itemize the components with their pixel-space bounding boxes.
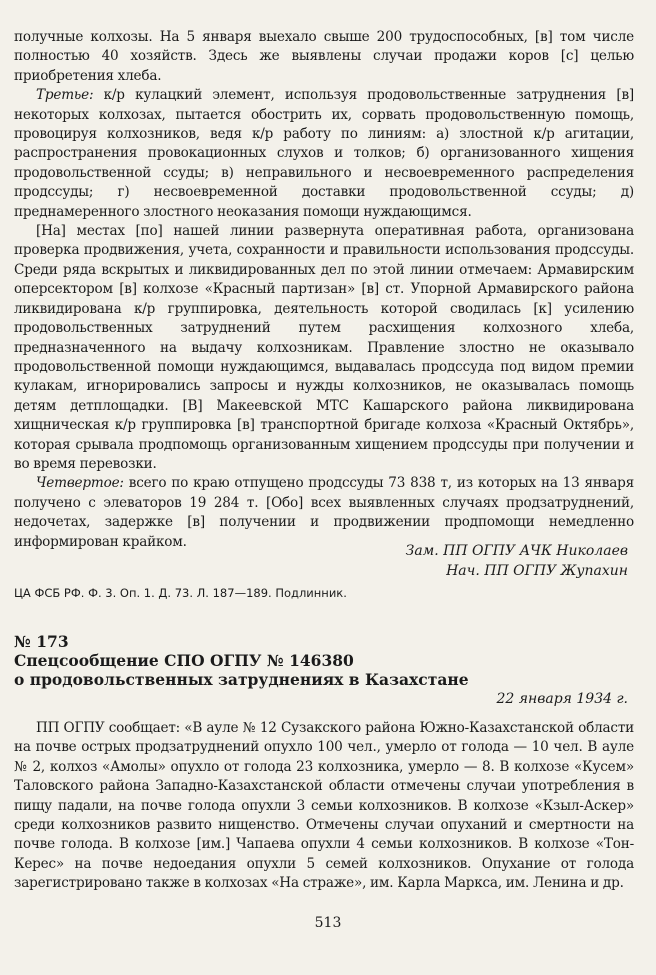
page-number: 513	[314, 915, 342, 931]
document-title-line1: Спецсообщение СПО ОГПУ № 146380	[14, 651, 354, 670]
fourth-text: всего по краю отпущено продссуды 73 838 т, из которых на 13 января получено с элеваторов 19 284 т. [Обо] всех выявленных случаях продзатруднений, недочетах, задержке [в] получении и продвижении продпомощи немедленно информирован крайком.	[14, 475, 634, 550]
document-number: № 173	[14, 632, 69, 651]
signature-deputy: Зам. ПП ОГПУ АЧК Николаев	[405, 543, 628, 559]
document-body: ПП ОГПУ сообщает: «В ауле № 12 Сузакского района Южно-Казахстанской области на почве острых продзатруднений опухло 100 чел., умерло от голода — 10 чел. В ауле № 2, колхоз «Амолы» опухло от голода 23 колхозника, умерло — 8. В колхозе «Кусем» Таловского района Западно-Казахстанской области отмечены случаи употребления в пищу падали, на почве голода опухли 3 семьи колхозников. В колхозе «Кзыл-Аскер» среди колхозников развито нищенство. Отмечены случаи опуханий и смертности на почве голода. В колхозе [им.] Чапаева опухли 4 семьи колхозников. В колхозе «Тон-Керес» на почве недоедания опухли 5 семей колхозников. Опухание от голода зарегистрировано также в колхозах «На страже», им. Карла Маркса, им. Ленина и др.	[14, 720, 634, 892]
document-173	[14, 632, 634, 894]
signature-block	[14, 541, 634, 601]
third-text: к/р кулацкий элемент, используя продовольственные затруднения [в] некоторых колхозах, пытается обострить их, сорвать продовольственную помощь, провоцируя колхозников, ведя к/р работу по линиям: а) злостной к/р агитации, распространения провокационных слухов и толков; б) организованного хищения продовольственной ссуды; в) неправильного и несвоевременного распределения продссуды; г) несвоевременной доставки продовольственной ссуды; д) преднамеренного злостного неоказания помощи нуждающимся.	[14, 87, 634, 220]
document-title-line2: о продовольственных затруднениях в Казахстане	[14, 670, 469, 689]
third-label: Третье:	[36, 87, 94, 104]
paragraph-kolkhoz-departures: получные колхозы. На 5 января выехало свыше 200 трудоспособных, [в] том числе полностью 40 хозяйств. Здесь же выявлены случаи продажи коров [с] целью приобретения хлеба.	[14, 29, 634, 84]
archive-reference: ЦА ФСБ РФ. Ф. 3. Оп. 1. Д. 73. Л. 187—189. Подлинник.	[14, 586, 347, 600]
continued-report	[14, 28, 634, 552]
signature-chief: Нач. ПП ОГПУ Жупахин	[446, 563, 628, 579]
fourth-label: Четвертое:	[36, 475, 124, 492]
document-date: 22 января 1934 г.	[496, 691, 628, 707]
paragraph-third-point	[14, 86, 634, 222]
paragraph-operational-work: [На] местах [по] нашей линии развернута оперативная работа, организована проверка продвижения, учета, сохранности и правильности использования продссуды. Среди ряда вскрытых и ликвидированных дел по этой линии отмечаем: Армавирским оперсектором [в] колхозе «Красный партизан» [в] ст. Упорной Армавирского района ликвидирована к/р группировка, деятельность которой сводилась [к] усилению продовольственных затруднений путем расхищения колхозного хлеба, предназначенного на выдачу колхозникам. Правление злостно не оказывало продовольственной помощи нуждающимся, выдавалась продссуда под видом премии кулакам, игнорировались запросы и нужды колхозников, не оказывалась помощь детям детплощадки. [В] Макеевской МТС Кашарского района ликвидирована хищническая к/р группировка [в] транспортной бригаде колхоза «Красный Октябрь», которая срывала продпомощь организованным хищением продссуды при получении и во время перевозки.	[14, 223, 634, 472]
